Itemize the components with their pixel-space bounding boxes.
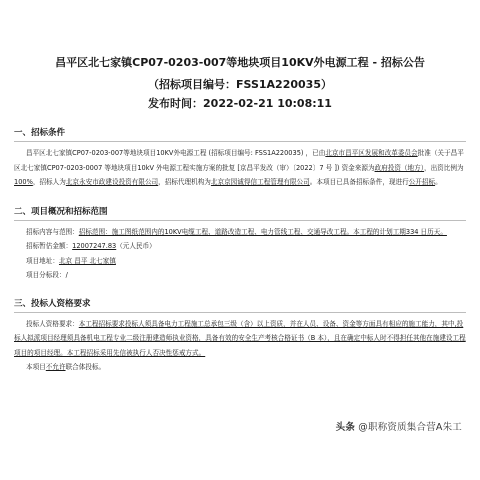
qualification-paragraph: [14, 317, 466, 361]
budget-line: [14, 239, 466, 254]
text-run: ，出资比例为: [424, 163, 464, 172]
section-heading-project-overview: 二、项目概况和招标范围: [14, 206, 108, 217]
joint-bid-policy: 不允许: [45, 363, 66, 371]
text-run: 本项目: [26, 363, 46, 371]
tender-conditions-paragraph: [14, 146, 466, 190]
joint-bid-line: [14, 360, 466, 375]
project-sections: /: [65, 271, 68, 279]
funding-source: 政府投资（地方）: [374, 163, 424, 172]
watermark-platform: 头条: [335, 422, 356, 433]
agency-name: 北京京园诚得信工程管理有限公司: [210, 178, 310, 186]
text-run: 联合体投标。: [65, 363, 106, 371]
announcement-title: 昌平区北七家镇CP07-0203-007等地块项目10KV外电源工程 - 招标公告: [55, 56, 425, 69]
budget-value: 12007247.83: [72, 242, 117, 250]
text-run: ，招标代理机构为: [158, 178, 211, 186]
text-run: 。: [435, 178, 442, 186]
field-label: 投标人资格要求：: [26, 319, 79, 328]
section-divider: [14, 141, 466, 142]
watermark: [336, 419, 462, 433]
text-run: 昌平区北七家镇CP07-0203-007等地块项目10KV外电源工程 (招标项目编号: FSS1A220035) ，已由: [26, 149, 326, 157]
field-label: 招标暂估金额：: [26, 242, 73, 250]
funding-ratio: 100%: [14, 178, 33, 186]
tender-method: 公开招标: [408, 178, 436, 186]
location-line: [14, 254, 466, 269]
sections-line: [14, 268, 466, 283]
project-number: （招标项目编号：FSS1A220035）: [148, 78, 332, 91]
text-run: 。本项目已具备招标条件，现进行: [309, 178, 409, 186]
publish-time: 发布时间：2022-02-21 10:08:11: [148, 97, 332, 110]
section-divider: [14, 312, 466, 313]
approver-name: 北京市昌平区发展和改革委员会: [325, 149, 418, 157]
tenderer-name: 北京永安市政建设投资有限公司: [65, 178, 159, 186]
section-heading-tender-conditions: 一、招标条件: [14, 128, 66, 138]
tender-scope: 招标范围：施工图纸范围内的10KV电缆工程、道路改造工程、电力管线工程、交通导改工程。本工程的计划工期334 日历天。: [78, 227, 447, 236]
watermark-account: @职称资质集合营A朱工: [358, 422, 462, 433]
budget-unit: （元人民币）: [116, 242, 156, 250]
qualification-requirements: 本工程招标要求投标人须具备电力工程施工总承包三级（含）以上资质，并在人员、设备、资金等方面具有相应的施工能力，其中,投标人拟派项目经理须具备机电工程专业二级注册建造师执业资格，具备有效的安全生产考核合格证书（B 本），且在确定中标人时不得担任其他在施建设工程项目的项目经理。本工程招标采用先信被执行人否决性惩戒方式。: [14, 319, 466, 357]
text-run: ，招标人为: [32, 178, 66, 186]
project-location: 北京 昌平 北七家镇: [58, 256, 116, 265]
section-heading-bidder-qualifications: 三、投标人资格要求: [14, 298, 91, 309]
field-label: 项目分标段：: [26, 271, 66, 279]
text-run: 批准（关于昌平区北七家镇CP07-0203-0007 等地块项目10kV 外电源工程实施方案的批复 [京昌平发改（审）〔2022〕7 号 ]) 资金来源为: [14, 149, 464, 172]
field-label: 招标内容与范围：: [26, 227, 79, 236]
section-divider: [14, 220, 466, 221]
tender-scope-paragraph: [14, 225, 466, 240]
field-label: 项目地址：: [26, 256, 59, 265]
